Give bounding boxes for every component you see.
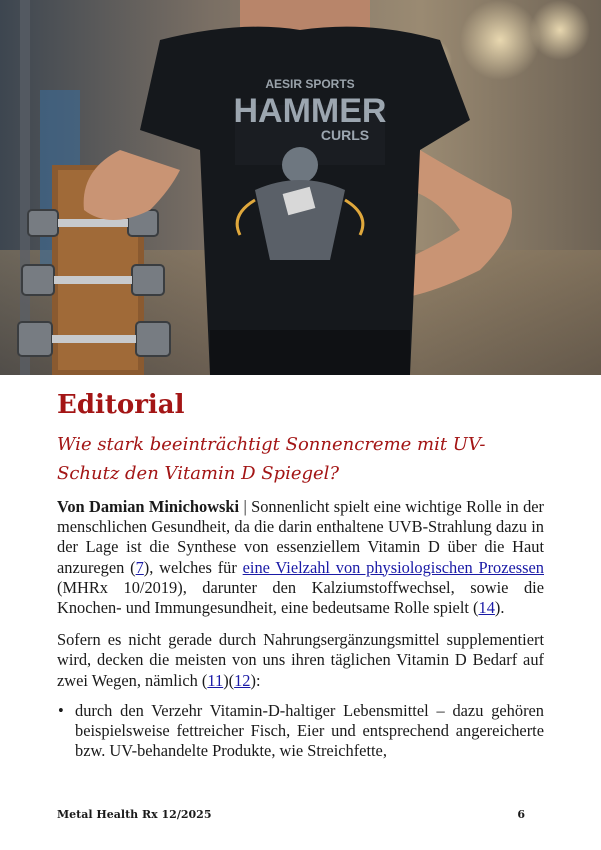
list-item: • durch den Verzehr Vitamin-D-haltiger Lebensmittel – dazu gehören beispielsweise fettreicher Fisch, Eier und entsprechend angereicherte bzw. UV-behandelte Produkte, wie Streichfette, xyxy=(75,701,544,762)
paragraph-intro xyxy=(57,497,544,618)
paragraph-text: )( xyxy=(223,670,235,690)
paragraph-text: Sofern es nicht gerade durch Nahrungsergänzungsmittel supplementiert wird, decken die meisten von uns ihren täglichen Vitamin D Bedarf auf zwei Wegen, nämlich ( xyxy=(57,630,544,690)
ref-link-11[interactable]: 11 xyxy=(207,670,224,690)
gym-photo xyxy=(0,0,601,375)
publication-name: Metal Health Rx 12/2025 xyxy=(57,808,212,821)
page-footer xyxy=(57,808,525,822)
hero-image xyxy=(0,0,601,375)
ref-link-12[interactable]: 12 xyxy=(234,670,251,690)
paragraph-text: ). xyxy=(494,598,505,618)
article xyxy=(57,388,544,761)
ref-link-14[interactable]: 14 xyxy=(478,598,495,618)
shirt-title-text: HAMMER xyxy=(233,92,387,130)
page-number: 6 xyxy=(517,808,525,821)
ref-link-7[interactable]: 7 xyxy=(135,557,144,577)
paragraph-text: Sonnenlicht spielt eine wichtige Rolle in der menschlichen Gesundheit, da die darin enthaltene UVB-Strahlung dazu in der Lage ist die Synthese von essenziellem Vitamin D über die Haut anzuregen ( xyxy=(57,497,544,577)
link-physiological-processes[interactable]: eine Vielzahl von physiologischen Prozessen xyxy=(242,557,545,577)
author-byline: Von Damian Minichowski xyxy=(57,497,240,516)
section-title: Editorial xyxy=(57,390,185,420)
paragraph-text: ): xyxy=(250,670,261,690)
bullet-list xyxy=(57,701,544,762)
paragraph-sources xyxy=(57,630,544,691)
article-subtitle: Wie stark beeinträchtigt Sonnencreme mit UV-Schutz den Vitamin D Spiegel? xyxy=(57,434,486,484)
shirt-subtitle-text: CURLS xyxy=(320,127,370,143)
shirt-brand-text: AESIR SPORTS xyxy=(265,77,355,91)
paragraph-text: (MHRx 10/2019), darunter den Kalziumstoffwechsel, sowie die Knochen- und Immungesundheit, eine bedeutsame Rolle spielt ( xyxy=(57,577,544,618)
paragraph-text: ), welches für xyxy=(143,557,243,577)
byline-separator: | xyxy=(239,497,252,516)
